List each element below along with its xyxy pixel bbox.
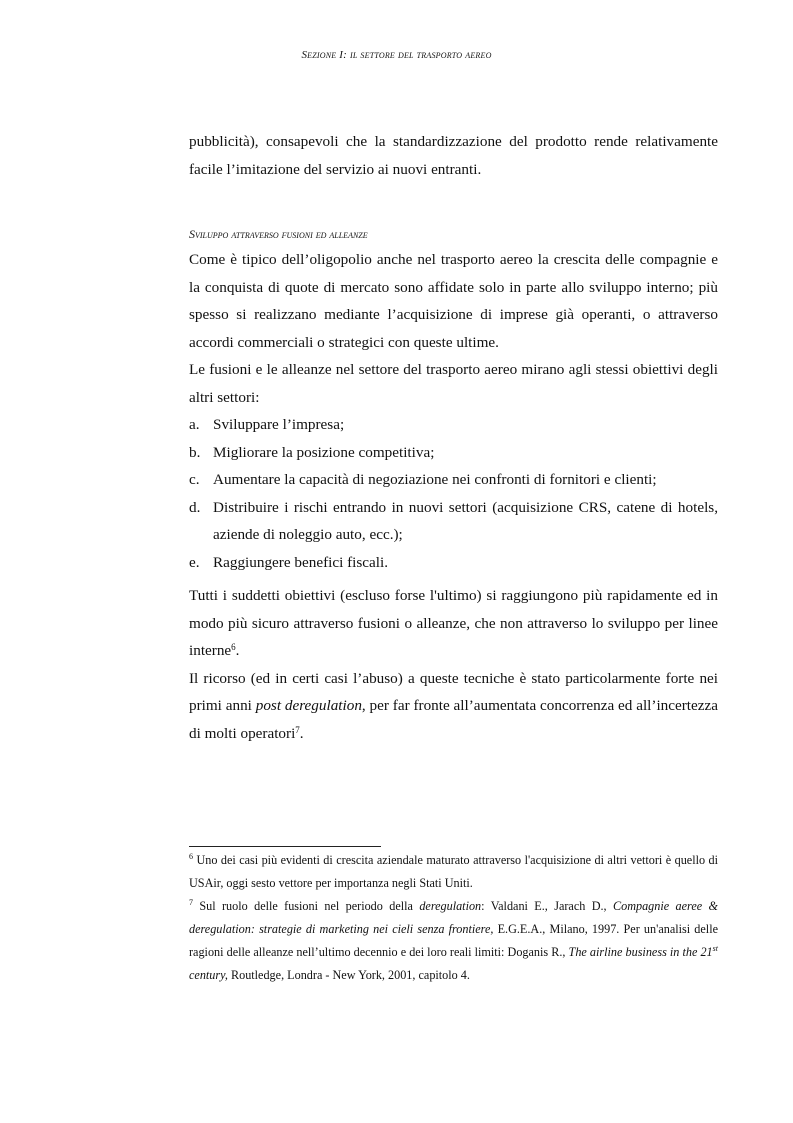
intro-paragraph: pubblicità), consapevoli che la standardizzazione del prodotto rende relativamente facile l’imitazione del servizio ai nuovi entranti. (189, 133, 718, 178)
list-marker: c. (189, 471, 200, 488)
paragraph-post-deregulation: Il ricorso (ed in certi casi l’abuso) a queste tecniche è stato particolarmente forte nei primi anni post deregulation, per far fronte all’aumentata concorrenza ed all’incertezza di molti operatori$^7$. (189, 669, 718, 742)
running-header: Sezione I: il settore del trasporto aereo (301, 49, 492, 61)
footnote-number: 7 (189, 898, 193, 907)
footnote-number: 6 (189, 852, 193, 861)
section-heading: Sviluppo attraverso fusioni ed alleanze (189, 227, 368, 241)
page-body (189, 128, 718, 747)
list-item-text: Sviluppare l’impresa; (213, 416, 345, 433)
list-item (189, 494, 718, 549)
paragraph-oligopoly: Come è tipico dell’oligopolio anche nel trasporto aereo la crescita delle compagnie e la conquista di quote di mercato sono affidate solo in parte allo sviluppo interno; più spesso si realizzano mediante l’acquisizione di imprese già operanti, o attraverso accordi commerciali o strategici con queste ultime. (189, 251, 718, 351)
list-item-text: Distribuire i rischi entrando in nuovi settori (acquisizione CRS, catene di hotels, aziende di noleggio auto, ecc.); (213, 498, 718, 543)
list-item (189, 411, 718, 439)
list-item-text: Raggiungere benefici fiscali. (213, 553, 389, 571)
paragraph-fusions-faster: Tutti i suddetti obiettivi (escluso forse l'ultimo) si raggiungono più rapidamente ed in modo più sicuro attraverso fusioni o alleanze, che non attraverso lo sviluppo per linee interne$^6$. (189, 587, 718, 659)
footnote-ref-7[interactable]: 7 (295, 724, 300, 735)
list-item-text: Aumentare la capacità di negoziazione nei confronti di fornitori e clienti; (213, 471, 657, 488)
footnote-ref-6[interactable]: 6 (231, 642, 236, 652)
list-marker: a. (189, 416, 200, 433)
list-marker: e. (189, 553, 200, 571)
list-marker: b. (189, 443, 201, 461)
footnote-6: $^6$ Uno dei casi più evidenti di crescita aziendale maturato attraverso l'acquisizione di altri vettori è quello di USAir, oggi sesto vettore per importanza negli Stati Uniti. (189, 852, 718, 890)
footnote-7: $^7$ Sul ruolo delle fusioni nel periodo della deregulation: Valdani E., Jarach D., Compagnie aeree & deregulation: strategie di marketing nei cieli senza frontiere, E.G.E.A., Milano, 1997. Per un'analisi delle ragioni delle alleanze nell’ultimo decennio e dei loro reali limiti: Doganis R., The airline business in the 21st century, Routledge, Londra - New York, 2001, capitolo 4. (189, 898, 718, 982)
footnote-separator (189, 846, 381, 847)
list-item (189, 439, 718, 467)
list-item (189, 549, 718, 577)
objectives-list (189, 411, 718, 576)
footnotes (189, 849, 718, 987)
list-item-text: Migliorare la posizione competitiva; (213, 443, 435, 461)
paragraph-objectives-intro: Le fusioni e le alleanze nel settore del trasporto aereo mirano agli stessi obiettivi degli altri settori: (189, 361, 718, 406)
list-item (189, 466, 718, 494)
list-marker: d. (189, 498, 201, 516)
